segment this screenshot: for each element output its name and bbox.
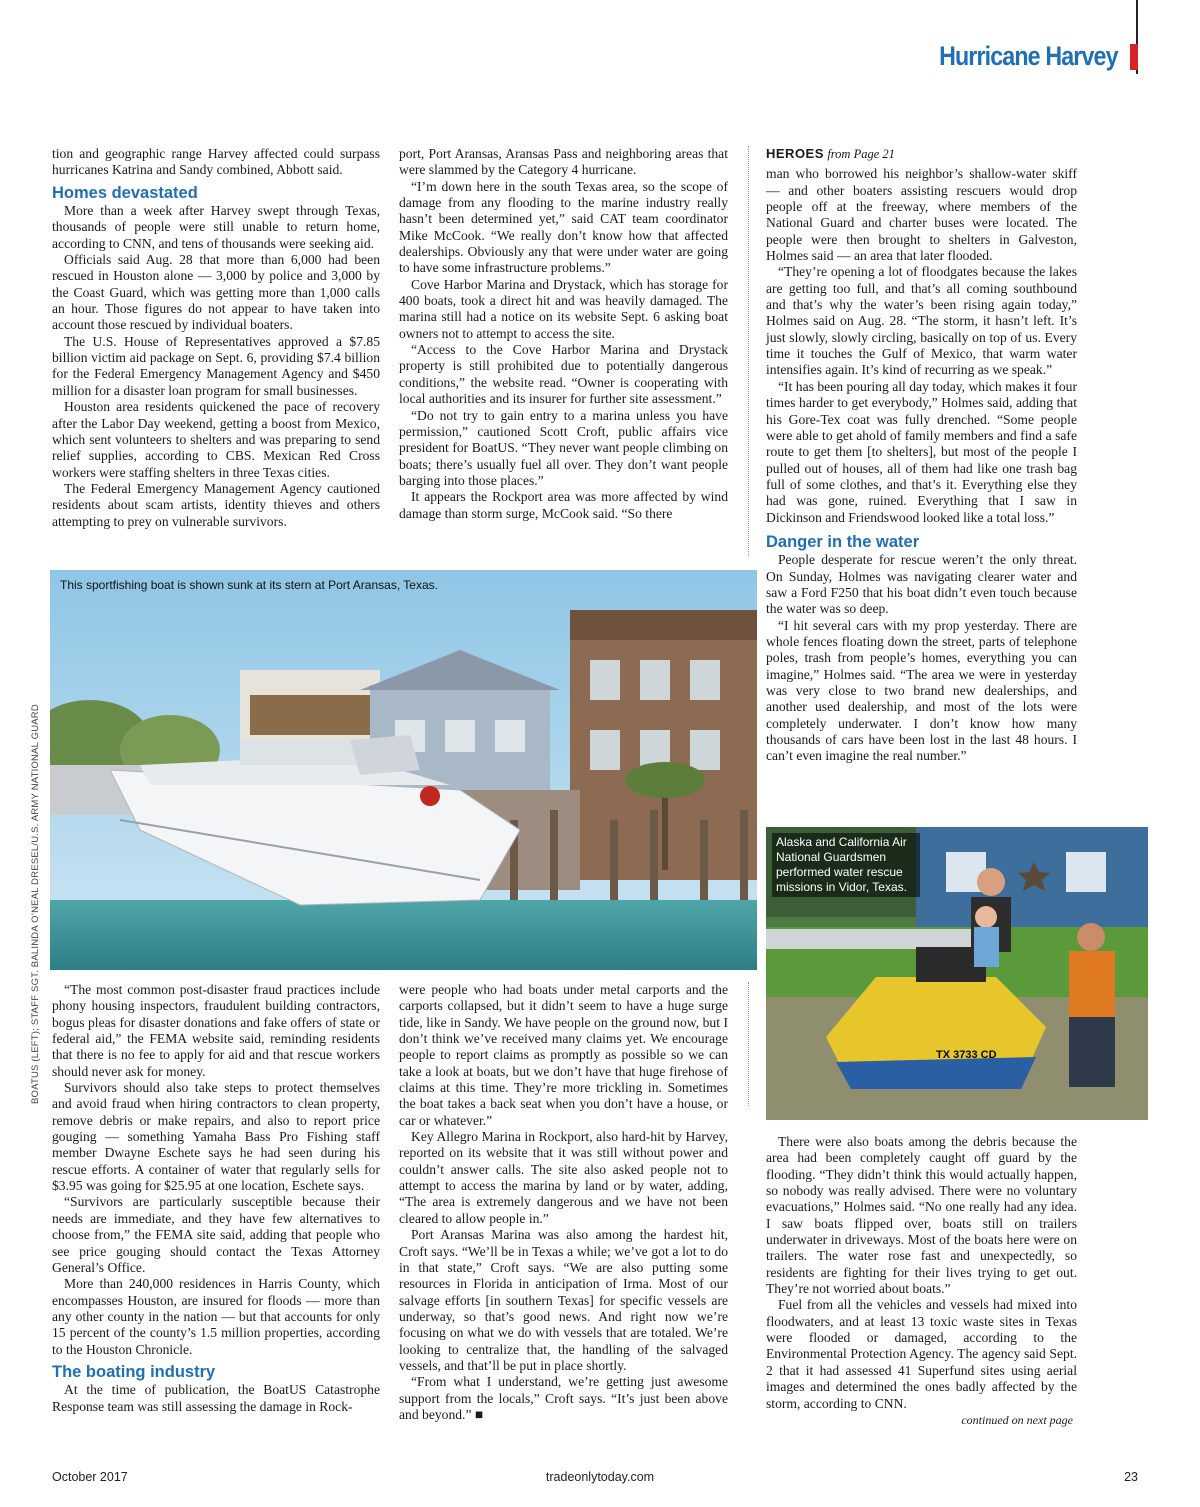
paragraph: “Access to the Cove Harbor Marina and Drystack property is still prohibited due to potentially dangerous conditions,” the website read. “Owner is cooperating with local authorities and its insurer for further site assessment.”: [399, 342, 728, 407]
section-tab-marker: [1130, 44, 1138, 70]
column-1-top: [52, 146, 380, 530]
paragraph: man who borrowed his neighbor’s shallow-water skiff — and other boaters assisting rescuers would drop people off at the freeway, where members of the National Guard and charter buses were located. The people were then brought to shelters in Galveston, Holmes said — an area that later flooded.: [766, 166, 1077, 264]
footer-website: tradeonlytoday.com: [545, 1470, 655, 1484]
paragraph: “They’re opening a lot of floodgates because the lakes are getting too full, and that’s all coming southbound and that’s why the water’s been rising again today,” Holmes said on Aug. 28. “The storm, it hasn’t left. It’s just slowly, slowly circling, basically on top of us. Every time it touches the Gulf of Mexico, that warm water intensifies again. It’s kind of recurring as we speak.”: [766, 264, 1077, 378]
paragraph: “Survivors are particularly susceptible because their needs are immediate, and they have few alternatives to choose from,” the FEMA site said, adding that people who see price gouging should contact the Texas Attorney General’s Office.: [52, 1194, 380, 1275]
photo-caption: Alaska and California Air National Guardsmen performed water rescue missions in Vidor, Texas.: [772, 833, 920, 897]
continued-note: continued on next page: [961, 1412, 1073, 1427]
page-number: 23: [1124, 1470, 1138, 1484]
photo-jet-ski-rescue: [766, 827, 1148, 1120]
paragraph: The U.S. House of Representatives approved a $7.85 billion victim aid package on Sept. 6, providing $7.4 billion for the Federal Emergency Management Agency and $450 million for a disaster loan program for small businesses.: [52, 333, 380, 398]
photo-credit: BOATUS (LEFT); STAFF SGT. BALINDA O’NEAL DRESEL/U.S. ARMY NATIONAL GUARD: [30, 704, 41, 1104]
paragraph: Officials said Aug. 28 that more than 6,000 had been rescued in Houston alone — 3,000 by police and 3,000 by the Coast Guard, which was getting more than 1,000 calls an hour. Those figures do not appear to have taken into account those rescued by individual boaters.: [52, 252, 380, 333]
paragraph: “I hit several cars with my prop yesterday. There are whole fences floating down the street, parts of telephone poles, trash from people’s homes, everything you can imagine,” Holmes said. “The area we were in yesterday was very close to two brand new dealerships, and another used dealership, and most of the lots were completely underwater. I don’t know how many thousands of cars have been lost in the last 48 hours. I can’t even imagine the real number.”: [766, 617, 1077, 764]
subheading-boating-industry: The boating industry: [52, 1362, 216, 1381]
column-3-bottom: [766, 1134, 1077, 1428]
paragraph: “Do not try to gain entry to a marina unless you have permission,” cautioned Scott Croft, public affairs vice president for BoatUS. “They never want people climbing on boats; there’s usually fuel all over. They don’t want people barging into those places.”: [399, 407, 728, 488]
section-header: [910, 40, 1118, 72]
section-title: Hurricane Harvey: [939, 40, 1118, 71]
paragraph: “The most common post-disaster fraud practices include phony housing inspectors, fraudulent building contractors, bogus pleas for disaster donations and fake offers of state or federal aid,” the FEMA website said, reminding residents that there is no fee to apply for aid and that rescue workers should never ask for money.: [52, 982, 380, 1079]
paragraph: “I’m down here in the south Texas area, so the scope of damage from any flooding to the marine industry really hasn’t been determined yet,” said CAT team coordinator Mike McCook. “We really don’t know how that affected dealerships. Obviously any that were under water are going to have some infrastructure problems.”: [399, 178, 728, 276]
boat-photo-illustration: [50, 570, 757, 970]
footer-date: October 2017: [52, 1470, 128, 1484]
subheading-homes-devastated: Homes devastated: [52, 183, 198, 202]
paragraph: It appears the Rockport area was more affected by wind damage than storm surge, McCook said. “So there: [399, 489, 728, 521]
paragraph: port, Port Aransas, Aransas Pass and neighboring areas that were slammed by the Category 4 hurricane.: [399, 146, 728, 178]
column-1-bottom: [52, 982, 380, 1415]
paragraph: At the time of publication, the BoatUS Catastrophe Response team was still assessing the damage in Rock-: [52, 1382, 380, 1414]
paragraph: Port Aransas Marina was also among the hardest hit, Croft says. “We’ll be in Texas a while; we’ve got a lot to do in that state,” Croft says. “We are also putting some resources in Florida in anticipation of Irma. Most of our salvage efforts [in southern Texas] for specific vessels are underway, so that’s good news. And right now we’re focusing on what we do with vessels that are totaled. We’re looking to centralize that, the handling of the salvaged vessels, and that’ll be put in place shortly.: [399, 1227, 728, 1373]
column-2-top: [399, 146, 728, 522]
photo-sunk-sportfishing-boat: [50, 570, 757, 970]
photo-caption: This sportfishing boat is shown sunk at its stern at Port Aransas, Texas.: [60, 578, 438, 592]
paragraph: The Federal Emergency Management Agency cautioned residents about scam artists, identity thieves and others attempting to prey on vulnerable survivors.: [52, 480, 380, 529]
column-3-top: [766, 146, 1077, 765]
paragraph: There were also boats among the debris because the area had been completely caught off guard by the flooding. “They didn’t think this would actually happen, so nobody was really advised. There were no voluntary evacuations,” Holmes said. “No one really had any idea. I saw boats flipped over, boats still on trailers underwater in driveways. Most of the boats here were on trailers. The water rose fast and unexpectedly, so residents are fighting for their lives trying to get out. They’re not worried about boats.”: [766, 1134, 1077, 1297]
column-divider: [748, 146, 749, 556]
subheading-danger-in-the-water: Danger in the water: [766, 532, 920, 551]
paragraph: Cove Harbor Marina and Drystack, which has storage for 400 boats, took a direct hit and was heavily damaged. The marina still had a notice on its website Sept. 6 asking boat owners not to attempt to access the site.: [399, 276, 728, 341]
jump-line: [766, 146, 1077, 162]
paragraph: tion and geographic range Harvey affected could surpass hurricanes Katrina and Sandy combined, Abbott said.: [52, 146, 380, 178]
paragraph: “From what I understand, we’re getting just awesome support from the locals,” Croft says. “It’s just been above and beyond.” ■: [399, 1374, 728, 1422]
paragraph: Fuel from all the vehicles and vessels had mixed into floodwaters, and at least 13 toxic waste sites in Texas were flooded or damaged, according to the Environmental Protection Agency. The agency said Sept. 2 that it had assessed 41 Superfund sites using aerial images and determined the ones badly affected by the storm, according to CNN.: [766, 1297, 1077, 1411]
column-2-bottom: [399, 982, 728, 1423]
paragraph: More than a week after Harvey swept through Texas, thousands of people were still unable to return home, according to CNN, and tens of thousands were seeking aid.: [52, 203, 380, 251]
paragraph: were people who had boats under metal carports and the carports collapsed, but it didn’t seem to have a huge surge tide, like in Sandy. We have people on the ground now, but I don’t think we’ve received many claims yet. We encourage people to report claims as promptly as possible so we can take a look at boats, but we don’t have that huge firehose of claims at this time. They’re more trickling in. Sometimes the boat takes a back seat when you don’t have a house, or car or whatever.”: [399, 982, 728, 1128]
column-divider: [748, 982, 749, 1106]
paragraph: Houston area residents quickened the pace of recovery after the Labor Day weekend, getting a boost from Mexico, which sent volunteers to shelters and was preparing to send relief supplies, according to CBS. Mexican Red Cross workers were staffing shelters in three Texas cities.: [52, 399, 380, 480]
jump-label: HEROES: [766, 146, 824, 161]
paragraph: Survivors should also take steps to protect themselves and avoid fraud when hiring contractors to clean property, remove debris or make repairs, and also to report price gouging — something Yamaha Bass Pro Fishing staff member Dwayne Eschete says he had seen during his rescue efforts. A container of water that regularly sells for $3.95 was going for $25.95 at one location, Eschete says.: [52, 1080, 380, 1194]
jump-from: from Page 21: [827, 147, 895, 161]
registration-number: TX 3733 CD: [936, 1049, 997, 1061]
paragraph: “It has been pouring all day today, which makes it four times harder to get everybody,” Holmes said, adding that his Gore-Tex coat was fully drenched. “Some people were able to get ahold of family members and find a safe route to get them [to shelters], but most of the people I pulled out of houses, all of them had like one trash bag full of some clothes, and that’s it. Everything else they had was gone, ruined. Everything that I saw in Dickinson and Friendswood looked like a total loss.”: [766, 378, 1077, 525]
paragraph: People desperate for rescue weren’t the only threat. On Sunday, Holmes was navigating clearer water and saw a Ford F250 that his boat didn’t even touch because the water was so deep.: [766, 552, 1077, 617]
paragraph: More than 240,000 residences in Harris County, which encompasses Houston, are insured for floods — more than any other county in the nation — but that accounts for only 15 percent of the county’s 1.5 million properties, according to the Houston Chronicle.: [52, 1276, 380, 1357]
paragraph: Key Allegro Marina in Rockport, also hard-hit by Harvey, reported on its website that it was still without power and couldn’t answer calls. The site also asked people not to attempt to access the marina by land or by water, adding, “The area is extremely dangerous and we have not been cleared to allow people in.”: [399, 1129, 728, 1226]
